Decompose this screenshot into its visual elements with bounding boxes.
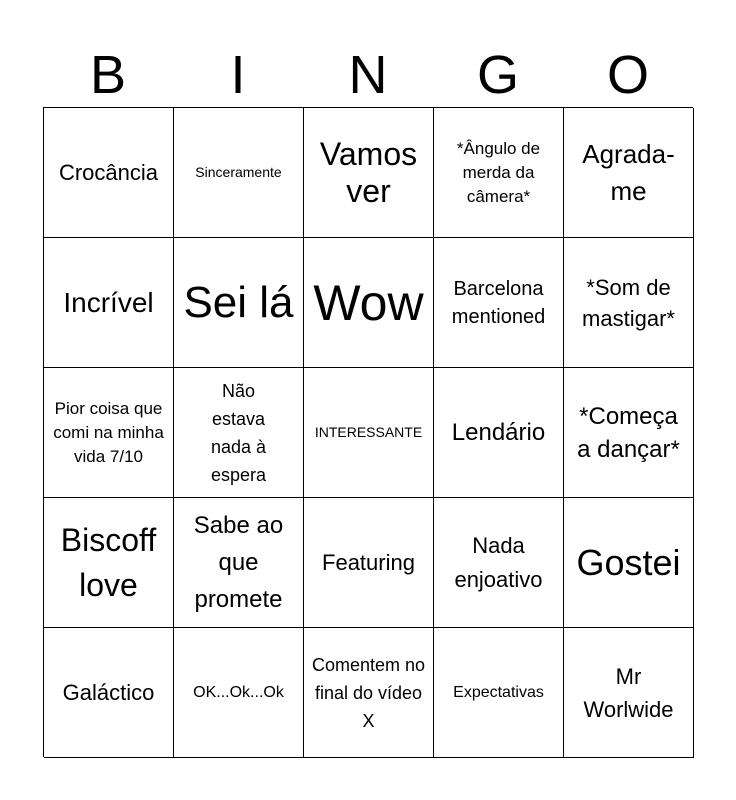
cell-text: Agrada-me	[582, 138, 675, 206]
cell-text: Sinceramente	[195, 164, 282, 180]
header-letter-b: B	[89, 45, 127, 105]
bingo-cell[interactable]	[174, 498, 304, 628]
bingo-cell[interactable]	[564, 498, 694, 628]
bingo-cell[interactable]	[434, 108, 564, 238]
bingo-cell[interactable]	[44, 498, 174, 628]
header-letter-o: O	[606, 45, 649, 105]
bingo-cell[interactable]	[304, 108, 434, 238]
bingo-cell[interactable]	[564, 628, 694, 758]
cell-text: Sei lá	[183, 277, 294, 327]
bingo-cell[interactable]	[564, 238, 694, 368]
cell-text: Biscoff love	[60, 521, 157, 603]
cell-text: Gostei	[576, 541, 681, 583]
cell-text: *Som de mastigar*	[582, 274, 675, 331]
bingo-cell[interactable]	[564, 108, 694, 238]
bingo-cell[interactable]	[564, 368, 694, 498]
cell-text: Wow	[313, 274, 424, 331]
cell-text: *Começa a dançar*	[577, 402, 680, 463]
header-letter-n: N	[348, 45, 388, 105]
bingo-cell[interactable]	[304, 238, 434, 368]
cell-text: Comentem no final do vídeo X	[311, 654, 426, 731]
cell-text: Nada enjoativo	[454, 532, 543, 592]
cell-text: Crocância	[58, 160, 159, 185]
bingo-cell[interactable]	[44, 368, 174, 498]
cell-text: Não estava nada à espera	[210, 380, 267, 485]
bingo-cell[interactable]	[434, 628, 564, 758]
cell-text: Sabe ao que promete	[193, 512, 284, 613]
bingo-cell[interactable]	[44, 628, 174, 758]
cell-text: Expectativas	[453, 683, 544, 701]
bingo-header	[43, 44, 693, 106]
cell-text: Vamos ver	[319, 135, 418, 209]
bingo-cell[interactable]	[174, 628, 304, 758]
cell-text: Barcelona mentioned	[451, 277, 546, 328]
cell-text: *Ângulo de merda da câmera*	[456, 138, 541, 206]
cell-text: Mr Worlwide	[583, 663, 674, 722]
cell-text: INTERESSANTE	[314, 424, 423, 440]
bingo-cell[interactable]	[434, 238, 564, 368]
cell-text: Pior coisa que comi na minha vida 7/10	[53, 398, 164, 466]
bingo-cell[interactable]	[304, 368, 434, 498]
header-letter-g: G	[476, 45, 519, 105]
header-letter-i: I	[230, 45, 246, 105]
bingo-cell[interactable]	[304, 498, 434, 628]
cell-text: Featuring	[322, 550, 415, 575]
cell-text: Lendário	[451, 419, 546, 446]
bingo-cell[interactable]	[434, 368, 564, 498]
cell-text: OK...Ok...Ok	[193, 683, 284, 701]
bingo-cell[interactable]	[174, 108, 304, 238]
bingo-cell[interactable]	[44, 108, 174, 238]
bingo-cell[interactable]	[44, 238, 174, 368]
bingo-cell[interactable]	[434, 498, 564, 628]
bingo-grid	[43, 107, 693, 757]
cell-text: Galáctico	[62, 680, 155, 705]
bingo-cell[interactable]	[174, 238, 304, 368]
bingo-cell[interactable]	[304, 628, 434, 758]
cell-text: Incrível	[63, 287, 154, 318]
bingo-cell[interactable]	[174, 368, 304, 498]
